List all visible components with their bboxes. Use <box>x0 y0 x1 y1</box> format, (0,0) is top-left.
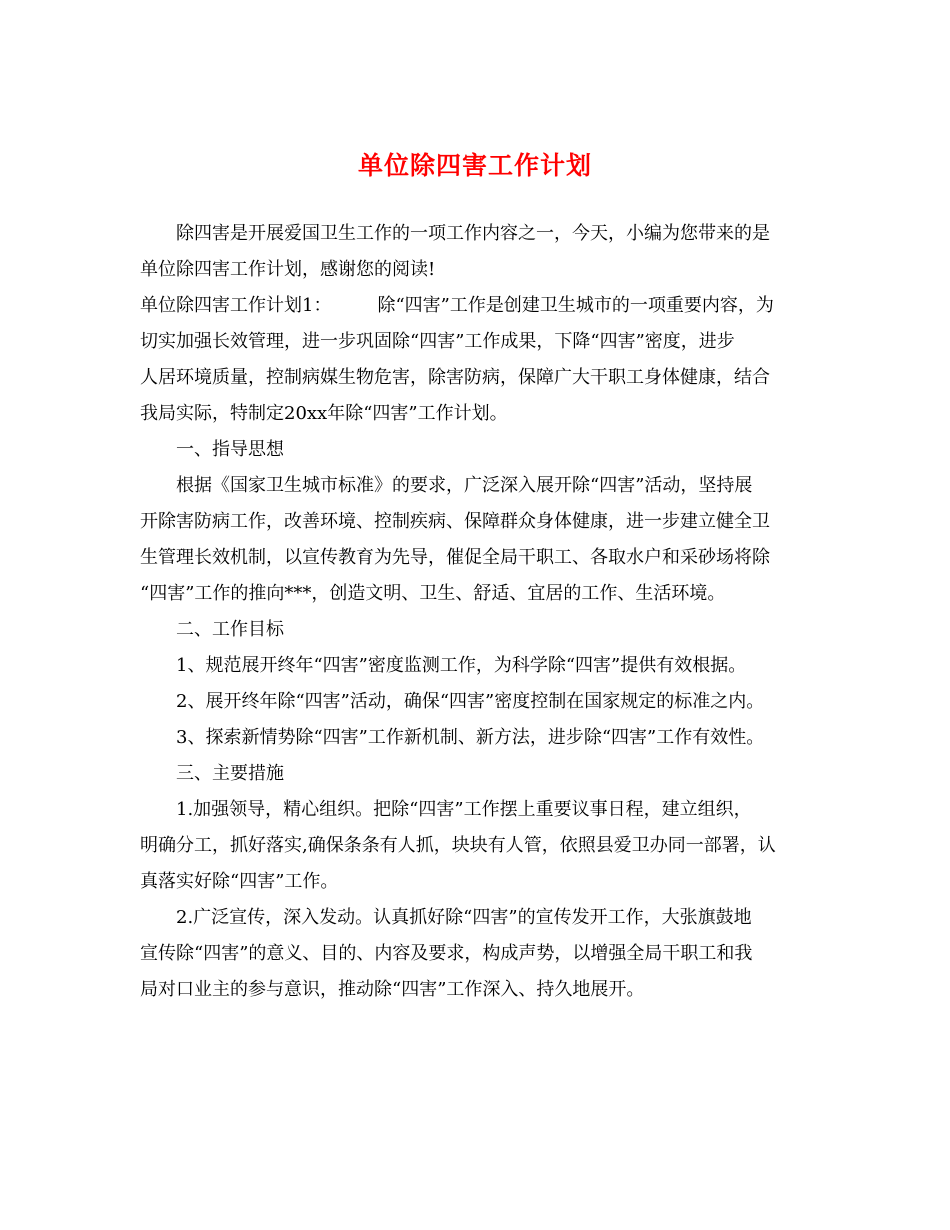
section-heading: 一、指导思想 <box>176 439 284 460</box>
list-item: 3、探索新情势除“四害”工作新机制、新方法，进步除“四害”工作有效性。 <box>176 727 765 748</box>
paragraph-line: 切实加强长效管理，进一步巩固除“四害”工作成果，下降“四害”密度，进步 <box>140 331 735 352</box>
paragraph-line: 局对口业主的参与意识，推动除“四害”工作深入、持久地展开。 <box>140 979 645 1000</box>
plan-label: 单位除四害工作计划1： <box>140 295 332 316</box>
paragraph-line: 生管理长效机制，以宣传教育为先导，催促全局干职工、各取水户和采砂场将除 <box>140 547 770 568</box>
paragraph-line: 1.加强领导，精心组织。把除“四害”工作摆上重要议事日程，建立组织， <box>176 799 752 820</box>
paragraph-line: 明确分工，抓好落实,确保条条有人抓，块块有人管，依照县爱卫办同一部署，认 <box>140 835 776 856</box>
paragraph-line <box>140 294 774 318</box>
paragraph-line: “四害”工作的推向***，创造文明、卫生、舒适、宜居的工作、生活环境。 <box>140 583 726 604</box>
list-item: 2、展开终年除“四害”活动，确保“四害”密度控制在国家规定的标准之内。 <box>176 691 765 712</box>
section-heading: 三、主要措施 <box>176 763 284 784</box>
section-heading: 二、工作目标 <box>176 619 284 640</box>
paragraph-line: 单位除四害工作计划，感谢您的阅读! <box>140 259 436 280</box>
paragraph-line: 我局实际，特制定20xx年除“四害”工作计划。 <box>140 403 508 424</box>
list-item: 1、规范展开终年“四害”密度监测工作，为科学除“四害”提供有效根据。 <box>176 655 747 676</box>
plan-intro: 除“四害”工作是创建卫生城市的一项重要内容，为 <box>377 295 774 316</box>
paragraph-line: 真落实好除“四害”工作。 <box>140 871 339 892</box>
paragraph-line: 2.广泛宣传，深入发动。认真抓好除“四害”的宣传发开工作，大张旗鼓地 <box>176 907 752 928</box>
paragraph-line: 除四害是开展爱国卫生工作的一项工作内容之一，今天，小编为您带来的是 <box>176 223 770 244</box>
document-title: 单位除四害工作计划 <box>357 151 592 180</box>
paragraph-line: 人居环境质量，控制病媒生物危害，除害防病，保障广大干职工身体健康，结合 <box>140 367 770 388</box>
paragraph-line: 宣传除“四害”的意义、目的、内容及要求，构成声势，以增强全局干职工和我 <box>140 943 753 964</box>
paragraph-line: 开除害防病工作，改善环境、控制疾病、保障群众身体健康，进一步建立健全卫 <box>140 511 770 532</box>
paragraph-line: 根据《国家卫生城市标准》的要求，广泛深入展开除“四害”活动，坚持展 <box>176 475 753 496</box>
